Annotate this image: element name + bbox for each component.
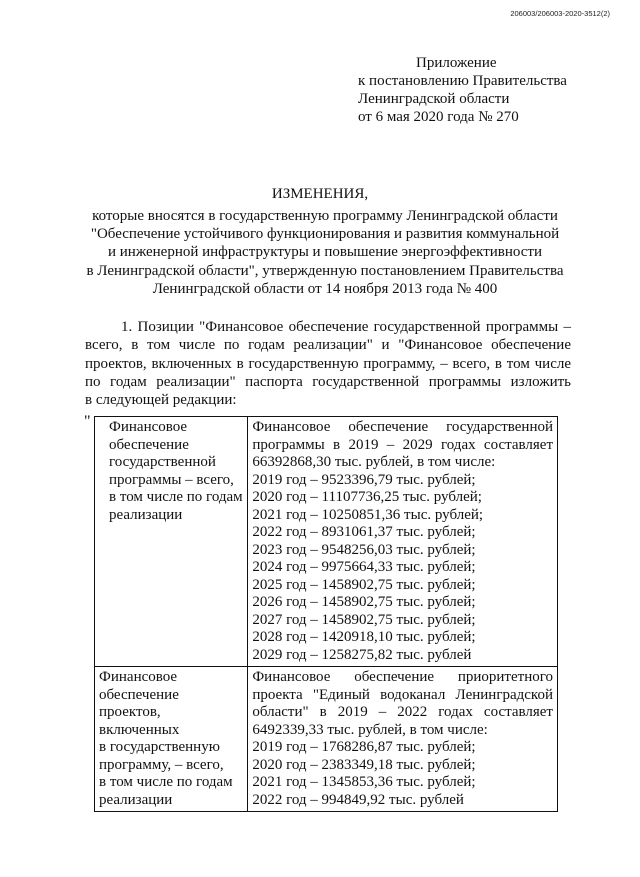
content-line: 66392868,30 тыс. рублей, в том числе: <box>252 454 496 470</box>
subtitle-line: и инженерной инфраструктуры и повышение энергоэффективности <box>107 244 543 261</box>
table-cell-label <box>95 667 248 812</box>
financing-table <box>94 416 558 812</box>
label-line: в государственную <box>99 739 220 755</box>
year-amount-line: 2019 год – 9523396,79 тыс. рублей; <box>252 471 476 488</box>
subtitle-line: в Ленинградской области", утвержденную постановлением Правительства <box>86 262 564 279</box>
paragraph-line: всего, в том числе по годам реализации" и "Финансовое обеспечение <box>85 337 571 354</box>
paragraph-line: проектов, включенных в государственную программу, – всего, в том числе <box>85 355 571 372</box>
year-amount-line: 2019 год – 1768286,87 тыс. рублей; <box>252 739 476 755</box>
label-line: обеспечение <box>109 436 189 453</box>
label-line: в том числе по годам <box>99 774 233 790</box>
year-amount-line: 2028 год – 1420918,10 тыс. рублей; <box>252 629 476 645</box>
opening-quote-mark: " <box>84 413 91 430</box>
content-line: проекта "Единый водоканал Ленинградской <box>252 686 553 703</box>
year-amount-line: 2021 год – 10250851,36 тыс. рублей; <box>252 506 484 523</box>
content-line: программы в 2019 – 2029 годах составляет <box>252 436 553 453</box>
document-title: ИЗМЕНЕНИЯ, <box>271 186 369 202</box>
content-line: области" в 2019 – 2022 годах составляет <box>252 704 553 720</box>
year-amount-line: 2020 год – 11107736,25 тыс. рублей; <box>252 489 482 505</box>
label-line: включенных <box>99 721 180 738</box>
document-stamp: 206003/206003-2020-3512(2) <box>510 9 610 18</box>
year-amount-line: 2025 год – 1458902,75 тыс. рублей; <box>252 576 476 593</box>
label-line: проектов, <box>99 704 161 720</box>
content-line: Финансовое обеспечение государственной <box>252 419 553 435</box>
paragraph-line: в следующей редакции: <box>85 392 237 409</box>
year-amount-line: 2023 год – 9548256,03 тыс. рублей; <box>252 541 476 558</box>
year-amount-line: 2022 год – 994849,92 тыс. рублей <box>252 791 464 808</box>
label-line: государственной <box>109 454 216 470</box>
content-line: 6492339,33 тыс. рублей, в том числе: <box>252 721 488 738</box>
year-amount-line: 2020 год – 2383349,18 тыс. рублей; <box>252 756 476 773</box>
subtitle-line: которые вносятся в государственную программу Ленинградской области <box>92 208 558 224</box>
label-line: обеспечение <box>99 686 179 703</box>
label-line: Финансовое <box>99 669 178 685</box>
appendix-line-1: Приложение <box>416 55 497 71</box>
year-amount-line: 2022 год – 8931061,37 тыс. рублей; <box>252 524 476 540</box>
subtitle-line: "Обеспечение устойчивого функционирования и развития коммунальной <box>90 226 560 243</box>
content-line: Финансовое обеспечение приоритетного <box>252 669 553 685</box>
appendix-line-2: к постановлению Правительства <box>358 73 567 89</box>
subtitle-line: Ленинградской области от 14 ноября 2013 года № 400 <box>152 280 498 297</box>
year-amount-line: 2026 год – 1458902,75 тыс. рублей; <box>252 594 476 610</box>
paragraph-line: по годам реализации" паспорта государственной программы изложить <box>85 373 571 390</box>
document-subtitle <box>70 207 580 298</box>
label-line: программу, – всего, <box>99 756 224 773</box>
year-amount-line: 2029 год – 1258275,82 тыс. рублей <box>252 646 472 663</box>
paragraph-line: 1. Позиции "Финансовое обеспечение государственной программы – <box>121 319 571 335</box>
paragraph-1 <box>85 318 571 409</box>
label-line: реализации <box>99 791 173 808</box>
table-cell-label <box>95 417 248 667</box>
label-line: Финансовое <box>109 419 188 435</box>
label-line: реализации <box>109 506 183 523</box>
label-line: в том числе по годам <box>109 489 243 505</box>
table-cell-content <box>248 417 558 667</box>
appendix-line-4: от 6 мая 2020 года № 270 <box>358 109 519 125</box>
label-line: программы – всего, <box>109 471 234 488</box>
appendix-line-3: Ленинградской области <box>358 91 510 107</box>
table-row <box>95 667 558 812</box>
appendix-header <box>358 54 567 126</box>
table-row <box>95 417 558 667</box>
year-amount-line: 2027 год – 1458902,75 тыс. рублей; <box>252 611 476 628</box>
table-cell-content <box>248 667 558 812</box>
year-amount-line: 2021 год – 1345853,36 тыс. рублей; <box>252 774 476 790</box>
year-amount-line: 2024 год – 9975664,33 тыс. рублей; <box>252 559 476 575</box>
